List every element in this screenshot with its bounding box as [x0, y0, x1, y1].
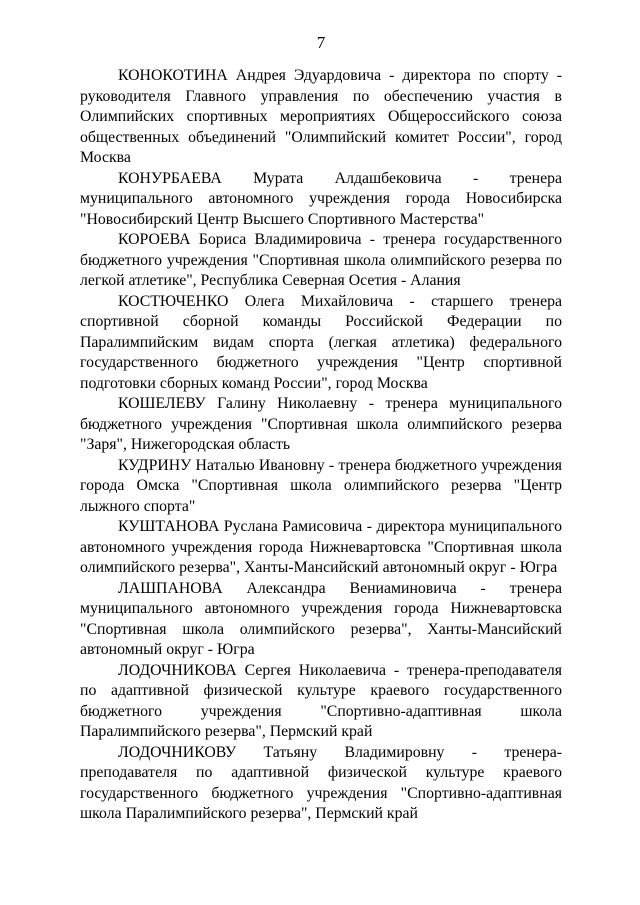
award-entry: КУДРИНУ Наталью Ивановну - тренера бюджетного учреждения города Омска "Спортивная школа олимпийского резерва "Центр лыжного спорта": [80, 456, 562, 515]
award-entry: ЛОДОЧНИКОВУ Татьяну Владимировну - тренера-преподавателя по адаптивной физической культуре краевого государственного бюджетного учреждения "Спортивно-адаптивная школа Паралимпийского резерва", Пермский край: [80, 743, 562, 822]
page-number: 7: [316, 33, 326, 52]
award-entry: КОНОКОТИНА Андрея Эдуардовича - директора по спорту - руководителя Главного управления по обеспечению участия в Олимпийских спортивных мероприятиях Общероссийского союза общественных объединений "Олимпийский комитет России", город Москва: [80, 67, 562, 166]
award-entry: КОНУРБАЕВА Мурата Алдашбековича - тренера муниципального автономного учреждения города Новосибирска "Новосибирский Центр Высшего Спортивного Мастерства": [80, 169, 562, 228]
award-entry: КОРОЕВА Бориса Владимировича - тренера государственного бюджетного учреждения "Спортивная школа олимпийского резерва по легкой атлетике", Республика Северная Осетия - Алания: [80, 231, 562, 289]
award-entry: КОШЕЛЕВУ Галину Николаевну - тренера муниципального бюджетного учреждения "Спортивная школа олимпийского резерва "Заря", Нижегородская область: [80, 395, 562, 453]
award-entry: ЛАШПАНОВА Александра Вениаминовича - тренера муниципального автономного учреждения города Нижневартовска "Спортивная школа олимпийского резерва", Ханты-Мансийский автономный округ - Югра: [80, 579, 562, 658]
award-entry: ЛОДОЧНИКОВА Сергея Николаевича - тренера-преподавателя по адаптивной физической культуре краевого государственного бюджетного учреждения "Спортивно-адаптивная школа Паралимпийского резерва", Пермский край: [80, 661, 562, 740]
award-entry: КУШТАНОВА Руслана Рамисовича - директора муниципального автономного учреждения города Нижневартовска "Спортивная школа олимпийского резерва", Ханты-Мансийский автономный округ - Югра: [80, 518, 562, 576]
award-entry: КОСТЮЧЕНКО Олега Михайловича - старшего тренера спортивной сборной команды Российской Федерации по Паралимпийским видам спорта (легкая атлетика) федерального государственного бюджетного учреждения "Центр спортивной подготовки сборных команд России", город Москва: [80, 292, 562, 392]
